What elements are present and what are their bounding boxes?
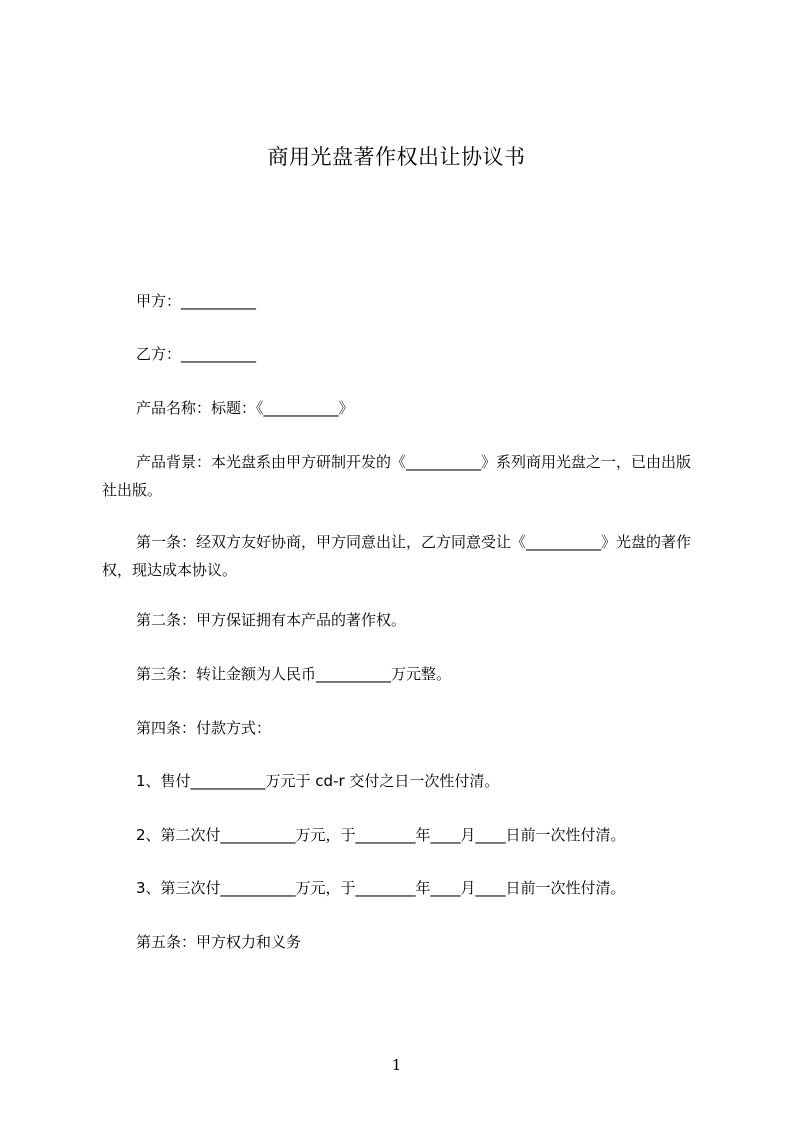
product-background-text: 产品背景：本光盘系由甲方研制开发的《__________》系列商用光盘之一，已由出版社出版。 [102, 453, 692, 499]
article-1-paragraph [102, 528, 702, 584]
product-name-text: 产品名称：标题：《__________》 [136, 399, 354, 417]
payment-3-text: 3、第三次付__________万元，于________年____月____日前一次性付清。 [136, 879, 626, 897]
party-a-text: 甲方：__________ [136, 292, 257, 310]
party-b-line [102, 340, 702, 368]
product-background-paragraph [102, 448, 702, 504]
payment-2-line [102, 821, 702, 849]
payment-1-line [102, 767, 702, 795]
article-2-paragraph [102, 606, 702, 634]
document-title: 商用光盘著作权出让协议书 [267, 145, 526, 169]
article-4-paragraph [102, 714, 702, 742]
article-4-text: 第四条：付款方式： [136, 719, 272, 737]
page-number: 1 [391, 1056, 402, 1074]
party-b-text: 乙方：__________ [136, 345, 257, 363]
article-2-text: 第二条：甲方保证拥有本产品的著作权。 [136, 611, 407, 629]
product-name-line [102, 394, 702, 422]
payment-1-text: 1、售付__________万元于 cd-r 交付之日一次性付清。 [136, 772, 500, 790]
article-3-text: 第三条：转让金额为人民币__________万元整。 [136, 665, 452, 683]
article-5-text: 第五条：甲方权力和义务 [136, 933, 302, 951]
party-a-line [102, 287, 702, 315]
payment-3-line [102, 874, 702, 902]
payment-2-text: 2、第二次付__________万元，于________年____月____日前一次性付清。 [136, 826, 626, 844]
article-5-paragraph [102, 928, 702, 956]
article-3-paragraph [102, 660, 702, 688]
article-1-text: 第一条：经双方友好协商，甲方同意出让，乙方同意受让《__________》光盘的著作权，现达成本协议。 [102, 533, 692, 579]
